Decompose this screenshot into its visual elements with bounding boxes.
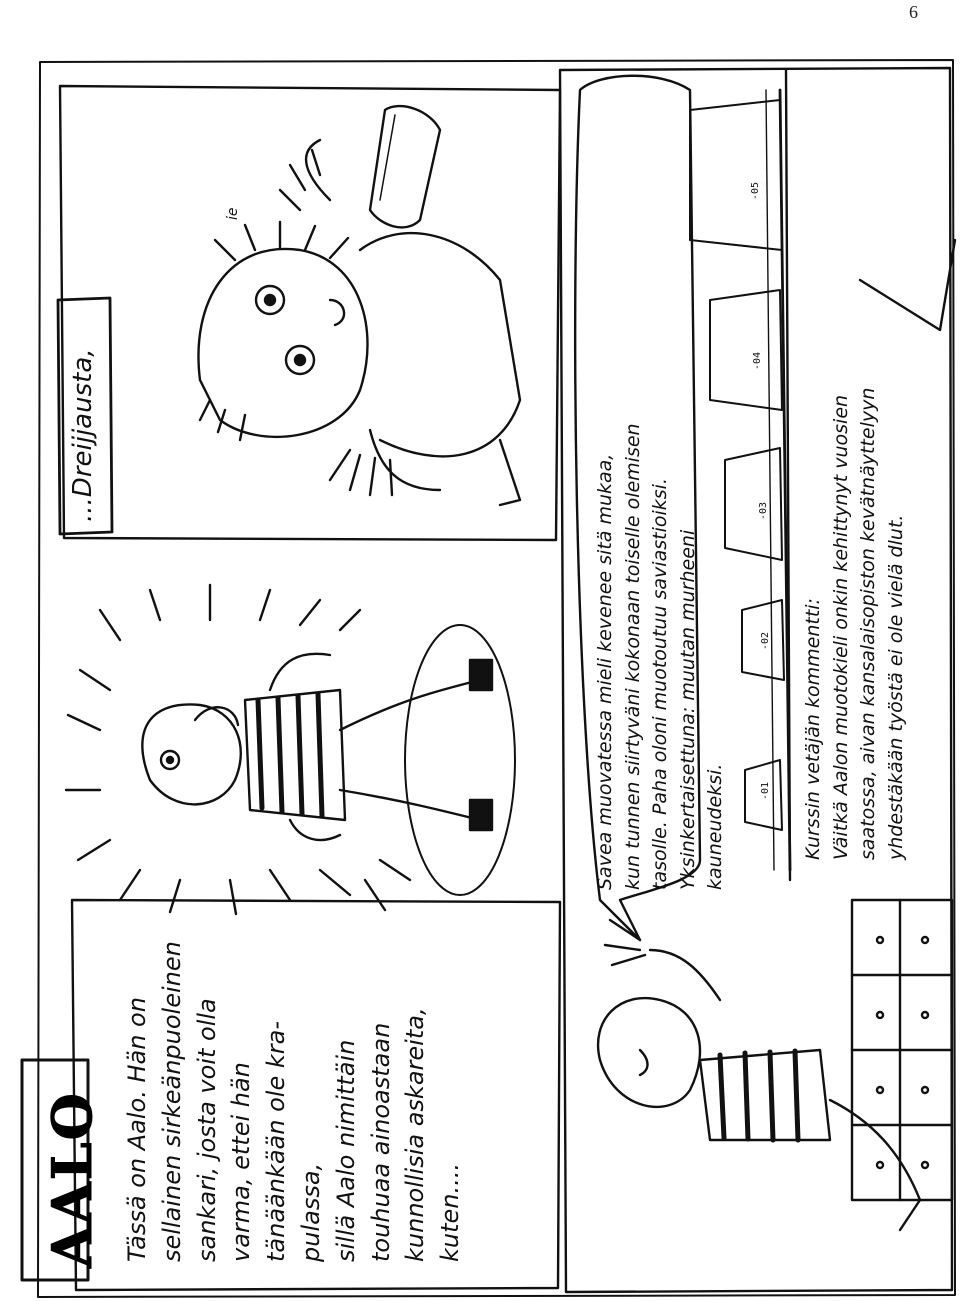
intro-line: sillä Aalo nimittäin xyxy=(331,1039,360,1262)
pot-tag: -02 xyxy=(760,631,771,650)
potter-figure xyxy=(598,920,920,1230)
drawer-cabinet xyxy=(852,900,952,1200)
intro-line: Tässä on Aalo. Hän on xyxy=(123,997,151,1262)
pot-05 xyxy=(690,100,782,250)
speech-line: tasolle. Paha oloni muotoutuu saviastioiksi. xyxy=(649,478,672,890)
pot-03 xyxy=(725,448,782,560)
speech-line: kun tunnen siirtyväni kokonaan toiselle olemisen xyxy=(621,423,644,890)
comic-title: AALO xyxy=(40,1091,104,1268)
dreijjaus-panel-border xyxy=(60,86,560,540)
dreijjaus-caption: ...Dreijjausta, xyxy=(68,348,98,522)
comment-line: yhdestäkään työstä ei ole vielä dlut. xyxy=(884,514,907,860)
roof-shape xyxy=(860,240,955,330)
intro-line: pulassa, xyxy=(296,1162,325,1262)
sound-effect: ie xyxy=(225,207,241,220)
standing-aalo-figure xyxy=(66,585,515,914)
comment-line: Kurssin vetäjän kommentti: xyxy=(802,598,824,860)
dreijjaus-aalo-figure xyxy=(198,106,520,505)
intro-line: tänäänkään ole kra- xyxy=(262,1021,291,1262)
intro-line: kunnollisia askareita, xyxy=(401,1007,430,1262)
pot-tag: -01 xyxy=(760,781,771,800)
page-number: 6 xyxy=(909,2,918,22)
speech-line: Yksinkertaisettuna: muutan murheeni xyxy=(676,529,699,890)
speech-text-block xyxy=(592,423,730,890)
pot-04 xyxy=(710,290,782,410)
pot-tag: -03 xyxy=(758,501,769,520)
intro-line: varma, ettei hän xyxy=(227,1062,256,1262)
intro-line: sellainen sirkeänpuoleinen xyxy=(157,941,186,1262)
instructor-comment xyxy=(800,388,910,860)
intro-line: sankari, josta voit olla xyxy=(192,998,221,1262)
pot-tag: -05 xyxy=(750,181,761,200)
speech-line: kauneudeksi. xyxy=(704,763,727,890)
intro-text-block xyxy=(120,941,468,1262)
comment-line: saatossa, aivan kansalaisopiston kevätnäyttelyyn xyxy=(857,387,880,860)
intro-line: touhuaa ainoastaan xyxy=(366,1022,395,1262)
speech-line: Savea muovatessa mieli kevenee sitä mukaa, xyxy=(594,453,616,890)
pot-tag: -04 xyxy=(752,351,763,370)
comment-line: Väitkä Aalon muotokieli onkin kehittynyt vuosien xyxy=(829,394,852,860)
intro-line: kuten.... xyxy=(436,1162,465,1262)
